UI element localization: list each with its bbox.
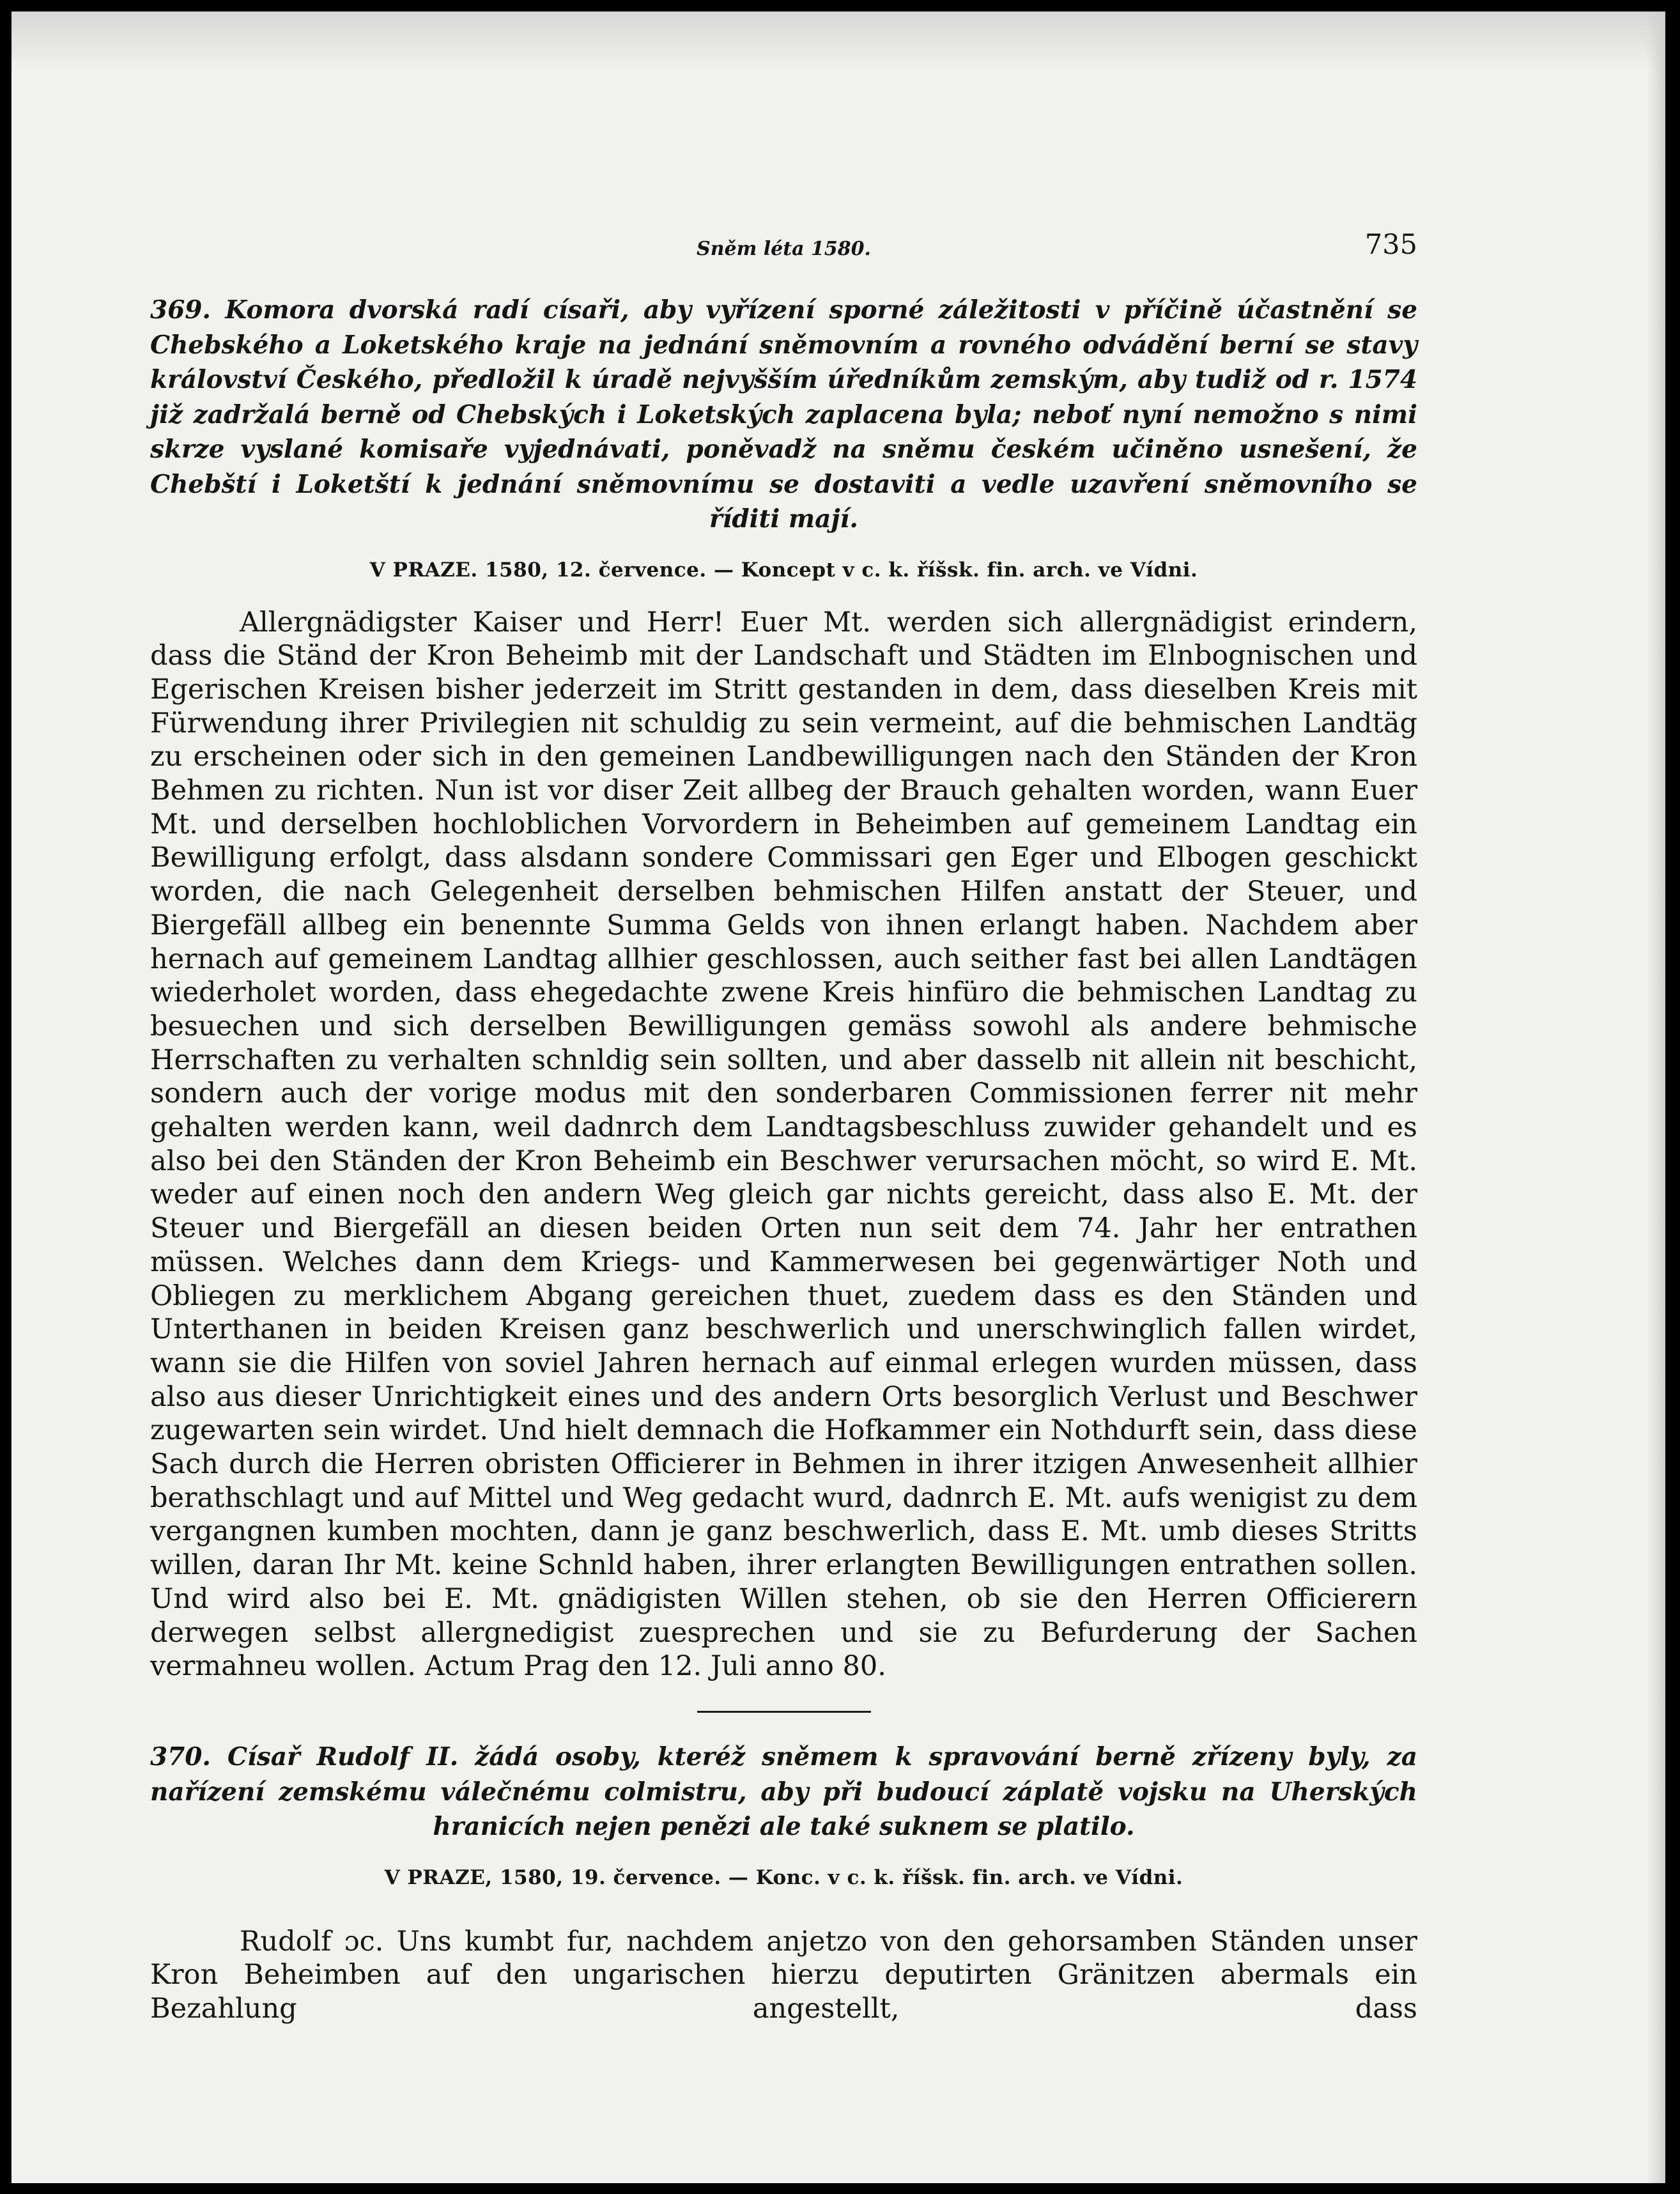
page-number: 735 xyxy=(1364,229,1417,261)
scanned-page xyxy=(12,12,1665,2183)
entry-369-text: Allergnädigster Kaiser und Herr! Euer Mt. werden sich allergnädigist erindern, dass die Ständ der Kron Beheimb mit der Landschaft und Städten im Elnbognischen und Egerischen Kreisen bisher jederzeit im Stritt gestanden in dem, dass dieselben Kreis mit Fürwendung ihrer Privilegien nit schuldig zu sein vermeint, auf die behmischen Landtäg zu erscheinen oder sich in den gemeinen Landbewilligungen nach den Ständen der Kron Behmen zu richten. Nun ist vor diser Zeit allbeg der Brauch gehalten worden, wann Euer Mt. und derselben hochloblichen Vorvordern in Beheimben auf gemeinem Landtag ein Bewilligung erfolgt, dass alsdann sondere Commissari gen Eger und Elbogen geschickt worden, die nach Gelegenheit derselben behmischen Hilfen anstatt der Steuer, und Biergefäll allbeg ein benennte Summa Gelds von ihnen erlangt haben. Nachdem aber hernach auf gemeinem Landtag allhier geschlossen, auch seither fast bei allen Landtägen wiederholet worden, dass ehegedachte zwene Kreis hinfüro die behmischen Landtag zu besuechen und sich derselben Bewilligungen gemäss sowohl als andere behmische Herrschaften zu verhalten schnldig sein sollten, und aber dasselb nit allein nit beschicht, sondern auch der vorige modus mit den sonderbaren Commissionen ferrer nit mehr gehalten werden kann, weil dadnrch dem Landtagsbeschluss zuwider gehandelt und es also bei den Ständen der Kron Beheimb ein Beschwer verursachen möcht, so wird E. Mt. weder auf einen noch den andern Weg gleich gar nichts gereicht, dass also E. Mt. der Steuer und Biergefäll an diesen beiden Orten nun seit dem 74. Jahr her entrathen müssen. Welches dann dem Kriegs- und Kammerwesen bei gegenwärtiger Noth und Obliegen zu merklichem Abgang gereichen thuet, zuedem dass es den Ständen und Unterthanen in beiden Kreisen ganz beschwerlich und unerschwinglich fallen wirdet, wann sie die Hilfen von soviel Jahren hernach auf einmal erlegen wurden müssen, dass also aus dieser Unrichtigkeit eines und des andern Orts besorglich Verlust und Beschwer zugewarten sein wirdet. Und hielt demnach die Hofkammer ein Nothdurft sein, dass diese Sach durch die Herren obristen Officierer in Behmen in ihrer itzigen Anwesenheit allhier berathschlagt und auf Mittel und Weg gedacht wurd, dadnrch E. Mt. aufs wenigist zu dem vergangnen kumben mochten, dann je ganz beschwerlich, dass E. Mt. umb dieses Stritts willen, daran Ihr Mt. keine Schnld haben, ihrer erlangten Bewilligungen entrathen sollen. Und wird also bei E. Mt. gnädigisten Willen stehen, ob sie den Herren Officierern derwegen selbst allergnedigist zuesprechen und sie zu Befurderung der Sachen vermahneu wollen. Actum Prag den 12. Juli anno 80. xyxy=(150,606,1417,1683)
running-head xyxy=(150,229,1417,267)
running-head-title: Sněm léta 1580. xyxy=(697,238,871,260)
entry-370-source: V PRAZE, 1580, 19. července. — Konc. v c. k. říšsk. fin. arch. ve Vídni. xyxy=(384,1866,1183,1889)
entry-370-regest-text: Císař Rudolf II. žádá osoby, kteréž sněmem k spravování berně zřízeny byly, za nařízení zemskému válečnému colmistru, aby při budoucí záplatě vojsku na Uherských hranicích nejen penězi ale také suknem se platilo. xyxy=(150,1742,1417,1841)
entry-370-regest xyxy=(150,1740,1417,1844)
scan-shadow-top xyxy=(12,12,1665,69)
entry-369-regest xyxy=(150,293,1417,537)
page-content xyxy=(150,229,1417,2053)
entry-370-number: 370. xyxy=(150,1742,211,1772)
entry-370-text: Rudolf ɔc. Uns kumbt fur, nachdem anjetzo von den gehorsamben Ständen unser Kron Beheimben auf den ungarischen hierzu deputirten Gränitzen abermals ein Bezahlung angestellt, dass xyxy=(150,1925,1417,2025)
scan-shadow-right xyxy=(1646,12,1665,2183)
entry-369-regest-text: Komora dvorská radí císaři, aby vyřízení sporné záležitosti v příčině účastnění se Chebského a Loketského kraje na jednání sněmovním a rovného odvádění berní se stavy království Českého, předložil k úradě nejvyšším úředníkům zemským, aby tudiž od r. 1574 již zadržalá berně od Chebských i Loketských zaplacena byla; neboť nyní nemožno s nimi skrze vyslané komisaře vyjednávati, poněvadž na sněmu českém učiněno usnešení, že Chebští i Loketští k jednání sněmovnímu se dostaviti a vedle uzavření sněmovního se říditi mají. xyxy=(150,295,1418,534)
entry-369-number: 369. xyxy=(150,295,211,325)
entry-369-source: V PRAZE. 1580, 12. července. — Koncept v c. k. říšsk. fin. arch. ve Vídni. xyxy=(369,558,1198,582)
section-divider xyxy=(697,1711,871,1713)
